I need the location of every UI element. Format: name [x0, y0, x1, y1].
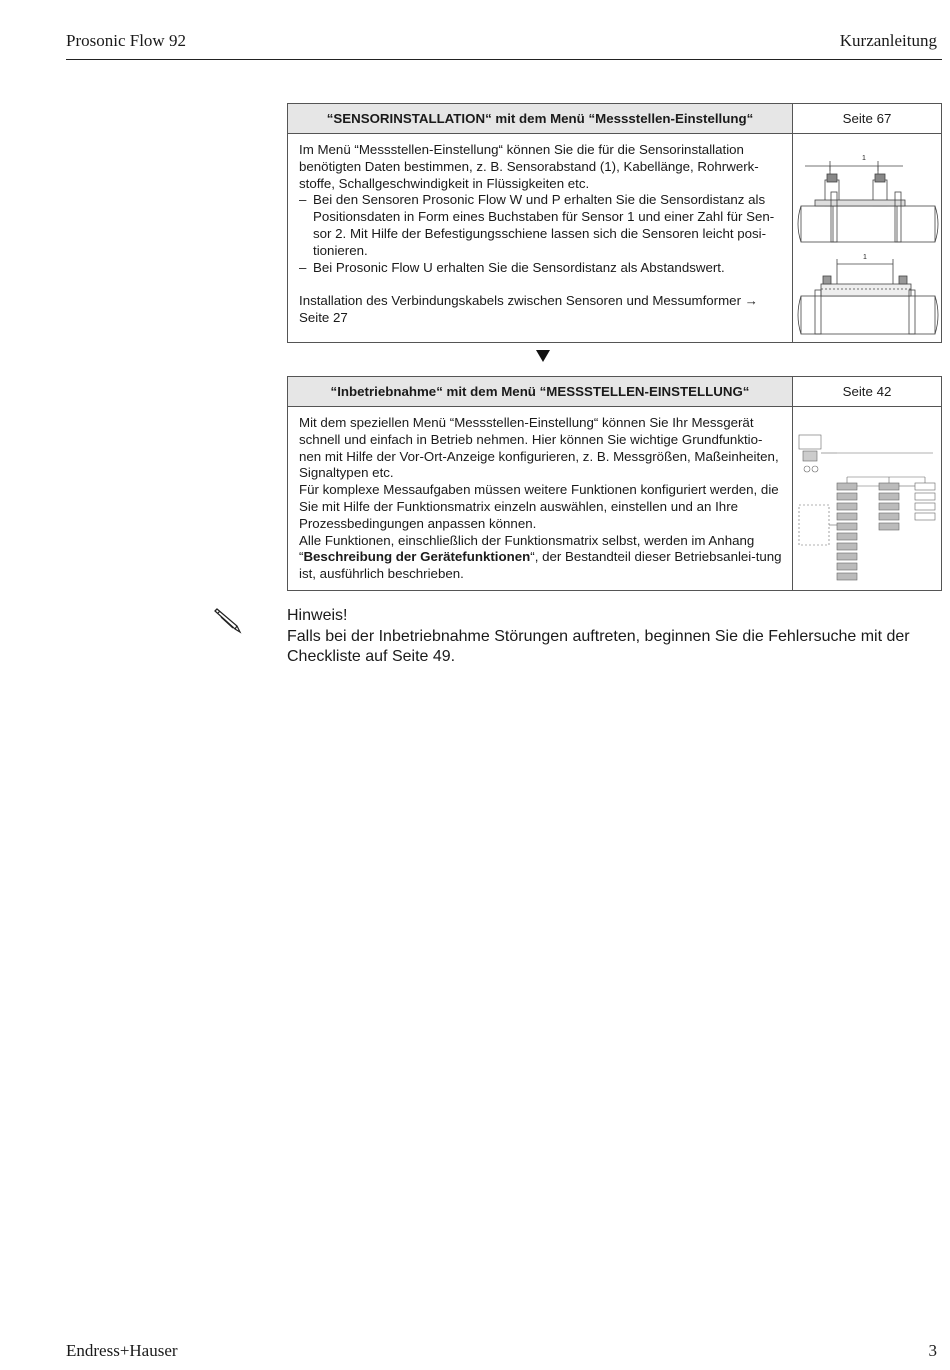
page-number: 3 [928, 1341, 937, 1360]
box-header [288, 377, 941, 407]
header-rule [66, 59, 942, 60]
box-text [288, 134, 793, 342]
box-text [288, 407, 793, 590]
distance-label-top: 1 [862, 155, 866, 162]
box-body [288, 134, 941, 342]
paragraph: Mit dem speziellen Menü “Messstellen-Einstellung“ können Sie Ihr Messgerät schnell und einfach in Betrieb nehmen. Hier können Sie wichtige Grundfunktio-nen mit Hilfe der Vor-Ort-Anzeige konfigurieren, z. B. Messgrößen, Maßeinheiten, Signaltypen etc. [299, 415, 779, 481]
flow-arrow-down-icon [536, 350, 550, 362]
box-header [288, 104, 941, 134]
page-reference: Seite 67 [842, 111, 892, 126]
sensor-installation-figure [793, 134, 941, 342]
commissioning-box [287, 376, 942, 591]
function-matrix-figure [793, 407, 941, 590]
box-title: “Inbetriebnahme“ mit dem Menü “MESSSTELLEN-EINSTELLUNG“ [288, 377, 793, 406]
sensor-installation-box [287, 103, 942, 343]
dash-marker: – [299, 192, 307, 208]
bold-reference: Beschreibung der Gerätefunktionen [303, 549, 531, 565]
list-item-text: Bei den Sensoren Prosonic Flow W und P erhalten Sie die Sensordistanz als Positionsdaten in Form eines Buchstaben für Sensor 1 und einer Zahl für Sen-sor 2. Mit Hilfe der Befestigungsschiene lassen sich die Sensoren leicht posi-tionieren. [313, 192, 775, 258]
intro-paragraph: Im Menü “Messstellen-Einstellung“ können Sie die für die Sensorinstallation benötigten Daten bestimmen, z. B. Sensorabstand (1), Kabellänge, Rohrwerk-stoffe, Schallgeschwindigkeit in Flüssigkeiten etc. [299, 142, 759, 191]
cable-page-reference: Seite 27 [299, 310, 348, 326]
header-title: Prosonic Flow 92 [66, 31, 186, 50]
paragraph: Für komplexe Messaufgaben müssen weitere Funktionen konfiguriert werden, die Sie mit Hilfe der Funktionsmatrix einzeln auswählen, einstellen und an Ihre Prozessbedingungen anpassen können. [299, 482, 779, 531]
dash-marker: – [299, 259, 307, 275]
list-item [299, 260, 782, 277]
list-item-text: Bei Prosonic Flow U erhalten Sie die Sensordistanz als Abstandswert. [313, 259, 725, 275]
pencil-icon [211, 607, 243, 635]
cable-paragraph: Installation des Verbindungskabels zwischen Sensoren und Messumformer → [299, 293, 758, 309]
box-body [288, 407, 941, 590]
note-text: Falls bei der Inbetriebnahme Störungen auftreten, beginnen Sie die Fehlersuche mit der Checkliste auf Seite 49. [287, 627, 910, 665]
function-matrix-diagram [793, 407, 941, 590]
sensor-diagram [793, 134, 941, 342]
paragraph: Alle Funktionen, einschließlich der Funktionsmatrix selbst, werden im Anhang “Beschreibung der Gerätefunktionen“, der Bestandteil dieser Betriebsanlei-tung ist, ausführlich beschrieben. [299, 532, 782, 582]
distance-label-bottom: 1 [863, 254, 867, 261]
footer-brand: Endress+Hauser [66, 1341, 178, 1360]
header-section: Kurzanleitung [839, 31, 937, 50]
note-block [287, 606, 947, 668]
list-item [299, 192, 782, 259]
page-reference: Seite 42 [842, 384, 892, 399]
note-title: Hinweis! [287, 607, 348, 624]
box-title: “SENSORINSTALLATION“ mit dem Menü “Messstellen-Einstellung“ [288, 104, 793, 133]
